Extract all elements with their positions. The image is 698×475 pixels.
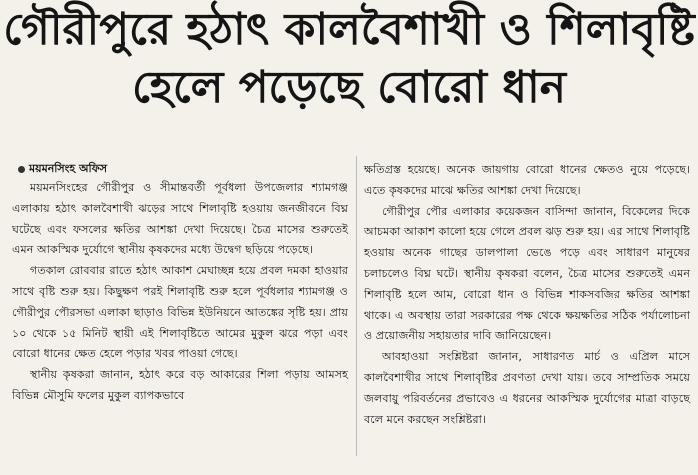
article-column-left: [12, 178, 348, 407]
headline-line-2: হেলে পড়েছে বোরো ধান: [131, 62, 567, 113]
headline-line-1: গৌরীপুরে হঠাৎ কালবৈশাখী ও শিলাবৃষ্টি: [3, 4, 695, 55]
byline: [18, 160, 107, 179]
column-divider: [356, 156, 357, 456]
article-column-right: [364, 160, 690, 430]
byline-text: ময়মনসিংহ অফিস: [29, 162, 107, 175]
paragraph: আবহাওয়া সংশ্লিষ্টরা জানান, সাধারণত মার্চ ও এপ্রিল মাসে কালবৈশাখীর সাথে শিলাবৃষ্টির প্রবণতা দেখা যায়। তবে সাম্প্রতিক সময়ে জলবায়ু পরিবর্তনের প্রভাবেও এ ধরনের আকস্মিক দুর্যোগের মাত্রা বাড়ছে বলে মনে করছেন সংশ্লিষ্টরা।: [364, 350, 690, 426]
paragraph: গতকাল রোববার রাতে হঠাৎ আকাশ মেঘাচ্ছন্ন হয়ে প্রবল দমকা হাওয়ার সাথে বৃষ্টি শুরু হয়। কিছুক্ষণ পরই শিলাবৃষ্টি শুরু হলে পূর্বধলার শ্যামগঞ্জ ও গৌরীপুর পৌরসভা এলাকা ছাড়াও বিভিন্ন ইউনিয়নে আতঙ্কের সৃষ্টি হয়। প্রায় ১০ থেকে ১৫ মিনিট স্থায়ী এই শিলাবৃষ্টিতে আমের মুকুল ঝরে পড়া এবং বোরো ধানের ক্ষেত হেলে পড়ার খবর পাওয়া গেছে।: [12, 264, 348, 361]
paragraph: ক্ষতিগ্রস্ত হয়েছে। অনেক জায়গায় বোরো ধানের ক্ষেতও নুয়ে পড়েছে। এতে কৃষকদের মাঝে ক্ষতির আশঙ্কা দেখা দিয়েছে।: [364, 163, 690, 197]
paragraph: ময়মনসিংহের গৌরীপুর ও সীমান্তবর্তী পূর্বধলা উপজেলার শ্যামগঞ্জ এলাকায় হঠাৎ কালবৈশাখী ঝড়ের সাথে শিলাবৃষ্টি হওয়ায় জনজীবনে বিঘ্ন ঘটেছে এবং ফসলের ক্ষতির আশঙ্কা দেখা দিয়েছে। চৈত্র মাসের শুরুতেই এমন আকস্মিক দুর্যোগে স্থানীয় কৃষকদের মধ্যে উদ্বেগ ছড়িয়ে পড়েছে।: [12, 181, 348, 257]
paragraph: স্থানীয় কৃষকরা জানান, হঠাৎ করে বড় আকারের শিলা পড়ায় আমসহ বিভিন্ন মৌসুমি ফলের মুকুল ব্যাপকভাবে: [12, 368, 348, 402]
bullet-icon: [18, 166, 25, 173]
paragraph: গৌরীপুর পৌর এলাকার কয়েকজন বাসিন্দা জানান, বিকেলের দিকে আচমকা আকাশ কালো হয়ে গেলে প্রবল ঝড় শুরু হয়। এর সাথে শিলাবৃষ্টি হওয়ায় অনেক গাছের ডালপালা ভেঙে পড়ে এবং সাধারণ মানুষের চলাচলেও বিঘ্ন ঘটে। স্থানীয় কৃষকরা বলেন, চৈত্র মাসের শুরুতেই এমন শিলাবৃষ্টি হলে আম, বোরো ধান ও বিভিন্ন শাকসবজির ক্ষতির আশঙ্কা থাকে। এ অবস্থায় তারা সরকারের পক্ষ থেকে ক্ষয়ক্ষতির সঠিক পর্যালোচনা ও প্রয়োজনীয় সহায়তার দাবি জানিয়েছেন।: [364, 204, 690, 343]
